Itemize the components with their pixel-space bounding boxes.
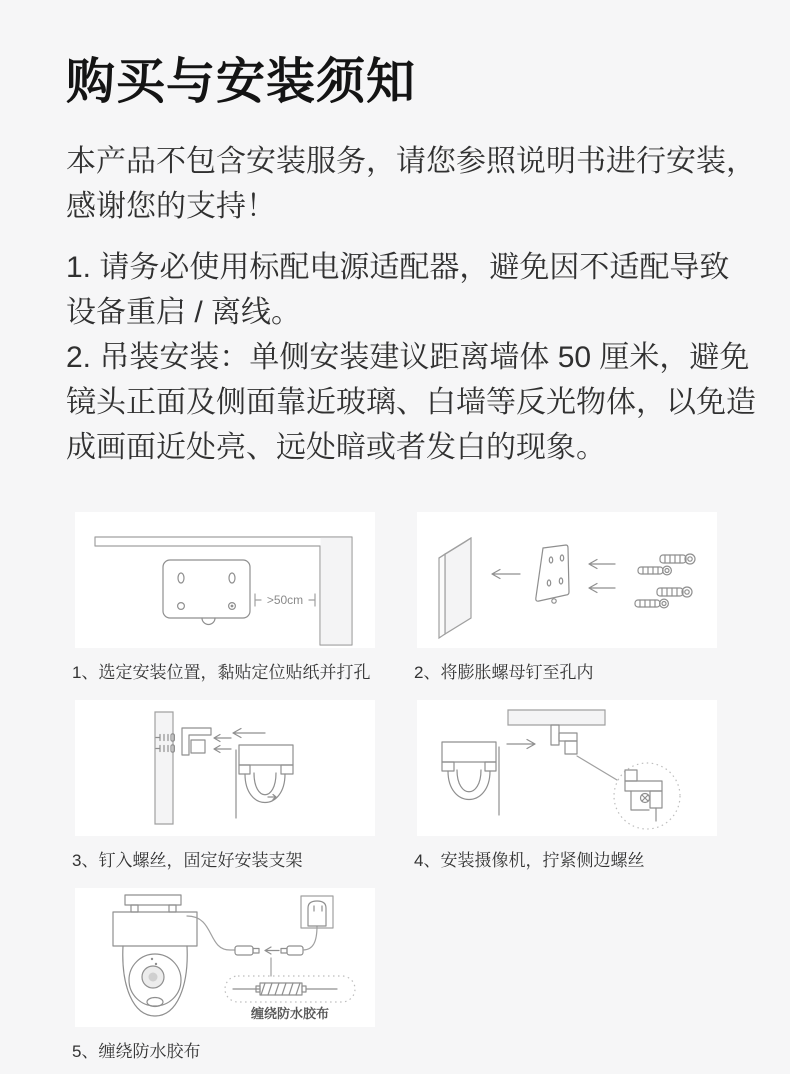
power-cable xyxy=(187,916,317,955)
step-3-caption: 3、钉入螺丝，固定好安装支架 xyxy=(72,851,303,870)
step-1-caption: 1、选定安装位置，黏贴定位贴纸并打孔 xyxy=(72,663,371,682)
fix-bracket-diagram-icon xyxy=(75,700,375,836)
camera-body xyxy=(236,745,293,818)
tape-label: 缠绕防水胶布 xyxy=(250,1006,330,1021)
ceiling-bar xyxy=(508,710,605,725)
step-5 xyxy=(72,888,375,1062)
slide-arrow-icon xyxy=(507,740,535,749)
step-2-figure xyxy=(417,512,717,648)
ceiling-bracket xyxy=(551,725,577,754)
waterproof-tape-diagram-icon xyxy=(75,888,375,1027)
mounting-sticker xyxy=(163,560,250,625)
camera-front xyxy=(113,895,197,1016)
expansion-screws-icon xyxy=(635,554,695,608)
step-2-caption: 2、将膨胀螺母钉至孔内 xyxy=(414,663,594,682)
step-4-figure xyxy=(417,700,717,836)
expansion-anchor-diagram-icon xyxy=(417,512,717,648)
distance-dimension xyxy=(255,593,315,607)
installation-steps xyxy=(72,512,790,1062)
positioning-plate xyxy=(536,545,569,603)
wall-socket xyxy=(301,896,333,928)
step-3 xyxy=(72,700,375,871)
step-5-figure xyxy=(75,888,375,1027)
wall-bar xyxy=(155,712,173,824)
mount-bracket xyxy=(182,728,211,755)
magnifier-pointer xyxy=(577,756,617,780)
arrows-to-plate-icon xyxy=(589,560,615,593)
page-title: 购买与安装须知 xyxy=(66,55,417,109)
positioning-sticker-diagram-icon xyxy=(75,512,375,648)
distance-label: >50cm xyxy=(266,593,304,607)
note-power-adapter: 1. 请务必使用标配电源适配器，避免因不适配导致设备重启 / 离线。 xyxy=(66,251,730,329)
step-1-figure xyxy=(75,512,375,648)
camera-body xyxy=(442,742,499,815)
notes-block xyxy=(66,245,758,470)
tape-callout xyxy=(225,958,355,1021)
note-ceiling-mount: 2. 吊装安装：单侧安装建议距离墙体 50 厘米，避免镜头正面及侧面靠近玻璃、白墙等反光物体，以免造成画面近处亮、远处暗或者发白的现象。 xyxy=(66,341,756,464)
mount-camera-diagram-icon xyxy=(417,700,717,836)
connect-arrow-icon xyxy=(265,947,279,954)
intro-text: 本产品不包含安装服务，请您参照说明书进行安装，感谢您的支持！ xyxy=(66,145,756,223)
step-1 xyxy=(72,512,375,683)
step-3-figure xyxy=(75,700,375,836)
step-4 xyxy=(414,700,717,871)
step-4-caption: 4、安装摄像机，拧紧侧边螺丝 xyxy=(414,851,645,870)
step-2 xyxy=(414,512,717,683)
slide-arrow-icon xyxy=(233,729,265,738)
screw-detail-magnifier xyxy=(614,763,680,829)
arrow-to-wall-icon xyxy=(492,570,520,579)
small-arrows-icon xyxy=(214,735,231,753)
step-5-caption: 5、缠绕防水胶布 xyxy=(72,1042,201,1061)
wall-slab xyxy=(439,538,471,638)
